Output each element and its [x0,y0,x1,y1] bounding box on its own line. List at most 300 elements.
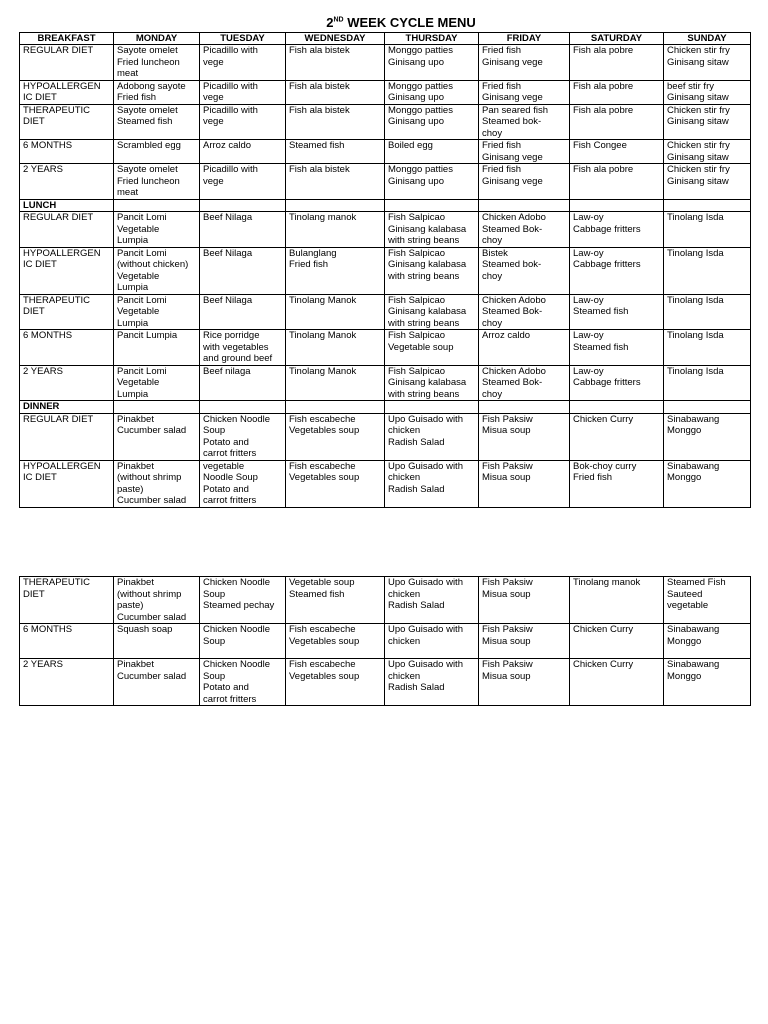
diet-label-cell [20,45,114,81]
menu-cell-saturday [570,413,664,460]
section-row-dinner [20,401,751,414]
menu-cell-wednesday [286,659,385,706]
cell-text-line: Fried luncheon [117,56,180,68]
menu-cell-tuesday [200,294,286,330]
cell-text-line: Soup [203,635,226,647]
cell-text-line: Radish Salad [388,682,445,693]
cell-text-line: Radish Salad [388,436,445,448]
menu-cell-wednesday [286,104,385,140]
menu-cell-monday [114,247,200,294]
cell-text-line: 6 MONTHS [23,330,73,341]
cell-text-line: Ginisang vege [482,151,543,163]
cell-text-line: HYPOALLERGEN [23,247,101,259]
cell-text-line: THERAPEUTIC [23,577,91,588]
cell-text-line: IC DIET [23,472,57,483]
menu-cell-tuesday [200,140,286,164]
menu-cell-tuesday [200,104,286,140]
cell-text-line: Bistek [482,247,508,259]
cell-text-line: Potato and [203,682,249,693]
cell-text-line: Chicken Adobo [482,294,546,306]
cell-text-line: Upo Guisado with [388,624,463,635]
cell-text-line: Vegetables soup [289,670,360,682]
menu-cell-monday [114,212,200,248]
table-row [20,140,751,164]
cell-text-line: Monggo [667,425,702,436]
cell-text-line: Radish Salad [388,483,445,495]
menu-cell-saturday [570,659,664,706]
cell-text-line: Sinabawang [667,624,720,635]
diet-label-cell [20,330,114,366]
cell-text-line: Sinabawang [667,413,720,425]
cell-text-line: Ginisang sitaw [667,56,729,68]
cell-text-line: Fish Salpicao [388,212,446,223]
cell-text-line: IC DIET [23,92,57,103]
cell-text-line: Cucumber salad [117,425,187,436]
column-header-thursday: THURSDAY [385,33,479,45]
cell-text-line: Tinolang Manok [289,294,357,306]
cell-text-line: Monggo [667,472,702,483]
cell-text-line: and ground beef [203,353,273,364]
menu-cell-tuesday [200,577,286,624]
empty-cell [479,401,570,414]
cell-text-line: Upo Guisado with [388,413,463,425]
menu-cell-saturday [570,80,664,104]
empty-cell [114,401,200,414]
menu-cell-saturday [570,624,664,659]
empty-cell [664,199,751,212]
cell-text-line: vegetable [203,460,245,472]
cell-text-line: Chicken stir fry [667,140,730,151]
empty-cell [200,401,286,414]
menu-cell-tuesday [200,45,286,81]
empty-cell [286,199,385,212]
cell-text-line: Ginisang upo [388,92,444,103]
menu-cell-monday [114,45,200,81]
cell-text-line: paste) [117,600,144,611]
empty-cell [385,401,479,414]
cell-text-line: Ginisang upo [388,116,444,127]
diet-label-cell [20,365,114,401]
cell-text-line: Fish ala pobre [573,164,634,175]
menu-cell-wednesday [286,577,385,624]
cell-text-line: Beef nilaga [203,365,251,377]
cell-text-line: Fried fish [482,45,522,56]
cell-text-line: Pancit Lomi [117,247,167,259]
cell-text-line: carrot fritters [203,495,257,506]
cell-text-line: Sayote omelet [117,45,178,56]
menu-cell-sunday [664,212,751,248]
cell-text-line: Fried fish [573,472,613,483]
section-row-lunch [20,199,751,212]
diet-label-cell [20,294,114,330]
cell-text-line: Law-oy [573,330,604,341]
menu-cell-sunday [664,413,751,460]
diet-label-cell [20,577,114,624]
cell-text-line: Bulanglang [289,247,337,259]
menu-cell-monday [114,365,200,401]
cell-text-line: Tinolang manok [573,577,641,588]
menu-cell-saturday [570,104,664,140]
cell-text-line: Fish escabeche [289,659,356,670]
cell-text-line: Fried fish [482,164,522,175]
cell-text-line: Tinolang Manok [289,365,357,377]
cell-text-line: Tinolang Isda [667,365,724,377]
cell-text-line: IC DIET [23,259,57,270]
menu-cell-friday [479,164,570,200]
cell-text-line: Chicken Adobo [482,365,546,377]
cell-text-line: choy [482,235,503,246]
cell-text-line: choy [482,270,503,282]
cell-text-line: Ginisang sitaw [667,116,729,127]
menu-body-page-1 [20,45,751,508]
menu-cell-friday [479,45,570,81]
page-title [0,15,768,30]
cell-text-line: Pinakbet [117,659,154,670]
cell-text-line: meat [117,187,139,198]
diet-label-cell [20,413,114,460]
menu-cell-friday [479,577,570,624]
menu-cell-thursday [385,330,479,366]
column-header-monday: MONDAY [114,33,200,45]
menu-cell-tuesday [200,413,286,460]
menu-cell-monday [114,624,200,659]
empty-cell [570,401,664,414]
cell-text-line: Vegetable [117,223,160,235]
cell-text-line: Monggo patties [388,164,453,175]
empty-cell [479,199,570,212]
menu-cell-sunday [664,80,751,104]
empty-cell [286,401,385,414]
menu-cell-saturday [570,45,664,81]
cell-text-line: Steamed Bok- [482,223,543,235]
menu-cell-tuesday [200,80,286,104]
cell-text-line: vege [203,56,224,68]
cell-text-line: Vegetable [117,306,160,317]
cell-text-line: DIET [23,116,45,127]
cell-text-line: Steamed fish [573,306,629,317]
cell-text-line: 6 MONTHS [23,140,73,151]
menu-cell-monday [114,330,200,366]
cell-text-line: Misua soup [482,472,531,483]
cell-text-line: chicken [388,472,421,483]
cell-text-line: Misua soup [482,588,531,600]
menu-cell-tuesday [200,659,286,706]
cell-text-line: Steamed fish [289,140,345,151]
cell-text-line: Vegetable [117,270,160,282]
cell-text-line: Rice porridge [203,330,260,341]
column-header-sunday: SUNDAY [664,33,751,45]
cell-text-line: THERAPEUTIC [23,104,91,116]
menu-cell-thursday [385,212,479,248]
cell-text-line: Boiled egg [388,140,433,151]
menu-table-page-2 [19,576,751,706]
cell-text-line: Steamed Bok- [482,377,543,388]
cell-text-line: Picadillo with [203,80,258,92]
cell-text-line: Misua soup [482,670,531,682]
cell-text-line: Ginisang vege [482,175,543,187]
cell-text-line: Tinolang Isda [667,212,724,223]
menu-cell-friday [479,330,570,366]
cell-text-line: Fish Paksiw [482,624,533,635]
cell-text-line: REGULAR DIET [23,212,94,223]
menu-cell-thursday [385,45,479,81]
menu-cell-wednesday [286,140,385,164]
cell-text-line: Tinolang Isda [667,247,724,259]
cell-text-line: Pancit Lomi [117,212,167,223]
cell-text-line: Fried fish [482,80,522,92]
cell-text-line: Fish escabeche [289,460,356,472]
cell-text-line: with string beans [388,388,460,400]
menu-cell-saturday [570,577,664,624]
table-row [20,212,751,248]
cell-text-line: REGULAR DIET [23,45,94,56]
menu-cell-thursday [385,247,479,294]
cell-text-line: meat [117,68,139,79]
cell-text-line: Upo Guisado with [388,577,463,588]
menu-cell-monday [114,413,200,460]
empty-cell [664,401,751,414]
cell-text-line: Fish Paksiw [482,577,533,588]
menu-cell-friday [479,104,570,140]
menu-cell-thursday [385,624,479,659]
cell-text-line: Fish escabeche [289,413,356,425]
cell-text-line: with string beans [388,270,460,282]
cell-text-line: Lumpia [117,235,149,246]
cell-text-line: Bok-choy curry [573,460,637,472]
menu-cell-sunday [664,624,751,659]
menu-cell-wednesday [286,365,385,401]
cell-text-line: Fish ala pobre [573,80,634,92]
menu-cell-thursday [385,365,479,401]
table-row [20,413,751,460]
header-row [20,33,751,45]
cell-text-line: Pinakbet [117,577,154,588]
cell-text-line: Scrambled egg [117,140,181,151]
cell-text-line: chicken [388,670,421,682]
cell-text-line: Lumpia [117,388,149,400]
cell-text-line: DIET [23,306,45,317]
cell-text-line: Lumpia [117,317,149,329]
cell-text-line: vege [203,175,224,187]
cell-text-line: Vegetables soup [289,472,360,483]
cell-text-line: with vegetables [203,341,269,353]
menu-cell-saturday [570,140,664,164]
cell-text-line: carrot fritters [203,448,257,459]
menu-cell-friday [479,413,570,460]
diet-label-cell [20,164,114,200]
cell-text-line: Fish Paksiw [482,659,533,670]
menu-cell-saturday [570,294,664,330]
cell-text-line: Pinakbet [117,413,154,425]
menu-cell-sunday [664,247,751,294]
cell-text-line: Tinolang Isda [667,330,724,341]
cell-text-line: THERAPEUTIC [23,294,91,306]
cell-text-line: Beef Nilaga [203,294,253,306]
column-header-tuesday: TUESDAY [200,33,286,45]
menu-cell-friday [479,140,570,164]
section-label: DINNER [20,401,114,414]
section-label: LUNCH [20,199,114,212]
menu-cell-tuesday [200,164,286,200]
table-row [20,80,751,104]
menu-cell-saturday [570,365,664,401]
cell-text-line: (without shrimp [117,472,182,483]
menu-cell-sunday [664,164,751,200]
cell-text-line: Fish Paksiw [482,460,533,472]
menu-cell-friday [479,365,570,401]
cell-text-line: Sayote omelet [117,164,178,175]
menu-cell-sunday [664,460,751,507]
menu-cell-tuesday [200,624,286,659]
empty-cell [385,199,479,212]
cell-text-line: Soup [203,588,226,600]
cell-text-line: Arroz caldo [203,140,252,151]
table-row [20,45,751,81]
cell-text-line: Pancit Lomi [117,294,167,306]
cell-text-line: Steamed fish [573,341,629,353]
cell-text-line: Chicken stir fry [667,104,730,116]
title-prefix: 2 [326,15,334,30]
menu-cell-wednesday [286,247,385,294]
menu-cell-sunday [664,294,751,330]
cell-text-line: choy [482,388,503,400]
cell-text-line: Potato and [203,436,249,448]
cell-text-line: Law-oy [573,365,604,377]
table-row [20,104,751,140]
cell-text-line: Upo Guisado with [388,659,463,670]
menu-cell-sunday [664,659,751,706]
menu-cell-wednesday [286,460,385,507]
cell-text-line: Steamed bok- [482,116,542,127]
menu-cell-saturday [570,247,664,294]
title-text: WEEK CYCLE MENU [343,15,476,30]
menu-cell-wednesday [286,413,385,460]
cell-text-line: Arroz caldo [482,330,531,341]
cell-text-line: Cabbage fritters [573,377,641,388]
menu-cell-thursday [385,80,479,104]
column-header-breakfast: BREAKFAST [20,33,114,45]
cell-text-line: Monggo patties [388,80,453,92]
cell-text-line: Steamed Fish [667,577,726,588]
menu-cell-wednesday [286,330,385,366]
cell-text-line: choy [482,127,503,139]
cell-text-line: Soup [203,670,226,682]
cell-text-line: Chicken Noodle [203,659,271,670]
cell-text-line: Steamed fish [117,116,173,127]
table-row [20,365,751,401]
menu-cell-wednesday [286,45,385,81]
column-header-saturday: SATURDAY [570,33,664,45]
menu-cell-saturday [570,330,664,366]
cell-text-line: Chicken stir fry [667,45,730,56]
menu-cell-monday [114,659,200,706]
menu-cell-friday [479,624,570,659]
cell-text-line: with string beans [388,235,460,246]
cell-text-line: Picadillo with [203,104,258,116]
cell-text-line: 2 YEARS [23,365,63,377]
cell-text-line: 2 YEARS [23,164,63,175]
cell-text-line: Law-oy [573,247,604,259]
cell-text-line: Ginisang kalabasa [388,223,467,235]
menu-cell-monday [114,577,200,624]
cell-text-line: Noodle Soup [203,472,258,483]
diet-label-cell [20,247,114,294]
menu-cell-monday [114,294,200,330]
menu-cell-sunday [664,330,751,366]
cell-text-line: Chicken stir fry [667,164,730,175]
title-superscript: ND [333,16,344,24]
menu-cell-friday [479,247,570,294]
cell-text-line: Upo Guisado with [388,460,463,472]
menu-cell-monday [114,80,200,104]
cell-text-line: Sauteed [667,588,703,600]
cell-text-line: Cabbage fritters [573,259,641,270]
cell-text-line: Tinolang Isda [667,294,724,306]
cell-text-line: Potato and [203,483,249,495]
menu-cell-thursday [385,140,479,164]
menu-cell-thursday [385,294,479,330]
cell-text-line: Chicken Curry [573,624,634,635]
cell-text-line: Squash soap [117,624,173,635]
menu-cell-friday [479,80,570,104]
menu-cell-saturday [570,460,664,507]
cell-text-line: Sinabawang [667,659,720,670]
cell-text-line: Cabbage fritters [573,223,641,235]
diet-label-cell [20,460,114,507]
cell-text-line: Ginisang vege [482,92,543,103]
cell-text-line: Fish ala pobre [573,104,634,116]
cell-text-line: Fish ala bistek [289,45,350,56]
cell-text-line: Fried luncheon [117,175,180,187]
menu-cell-wednesday [286,294,385,330]
cell-text-line: Fish ala pobre [573,45,634,56]
empty-cell [570,199,664,212]
menu-cell-tuesday [200,212,286,248]
cell-text-line: Cucumber salad [117,611,187,623]
cell-text-line: Picadillo with [203,45,258,56]
diet-label-cell [20,104,114,140]
cell-text-line: Pan seared fish [482,104,549,116]
menu-cell-wednesday [286,164,385,200]
menu-cell-friday [479,460,570,507]
menu-table-page-1 [19,32,751,508]
cell-text-line: Fish ala bistek [289,104,350,116]
menu-cell-saturday [570,212,664,248]
cell-text-line: Ginisang kalabasa [388,306,467,317]
cell-text-line: chicken [388,635,421,647]
cell-text-line: Steamed Bok- [482,306,543,317]
cell-text-line: Fish ala bistek [289,164,350,175]
menu-cell-thursday [385,104,479,140]
cell-text-line: vege [203,92,224,103]
table-row [20,624,751,659]
cell-text-line: beef stir fry [667,80,714,92]
cell-text-line: Ginisang kalabasa [388,259,467,270]
menu-cell-monday [114,460,200,507]
menu-cell-monday [114,140,200,164]
menu-cell-monday [114,104,200,140]
menu-cell-wednesday [286,624,385,659]
cell-text-line: chicken [388,588,421,600]
cell-text-line: Ginisang kalabasa [388,377,467,388]
menu-cell-monday [114,164,200,200]
cell-text-line: Chicken Noodle [203,577,271,588]
table-row [20,460,751,507]
diet-label-cell [20,659,114,706]
cell-text-line: (without shrimp [117,588,182,600]
cell-text-line: REGULAR DIET [23,413,94,425]
cell-text-line: Law-oy [573,212,604,223]
